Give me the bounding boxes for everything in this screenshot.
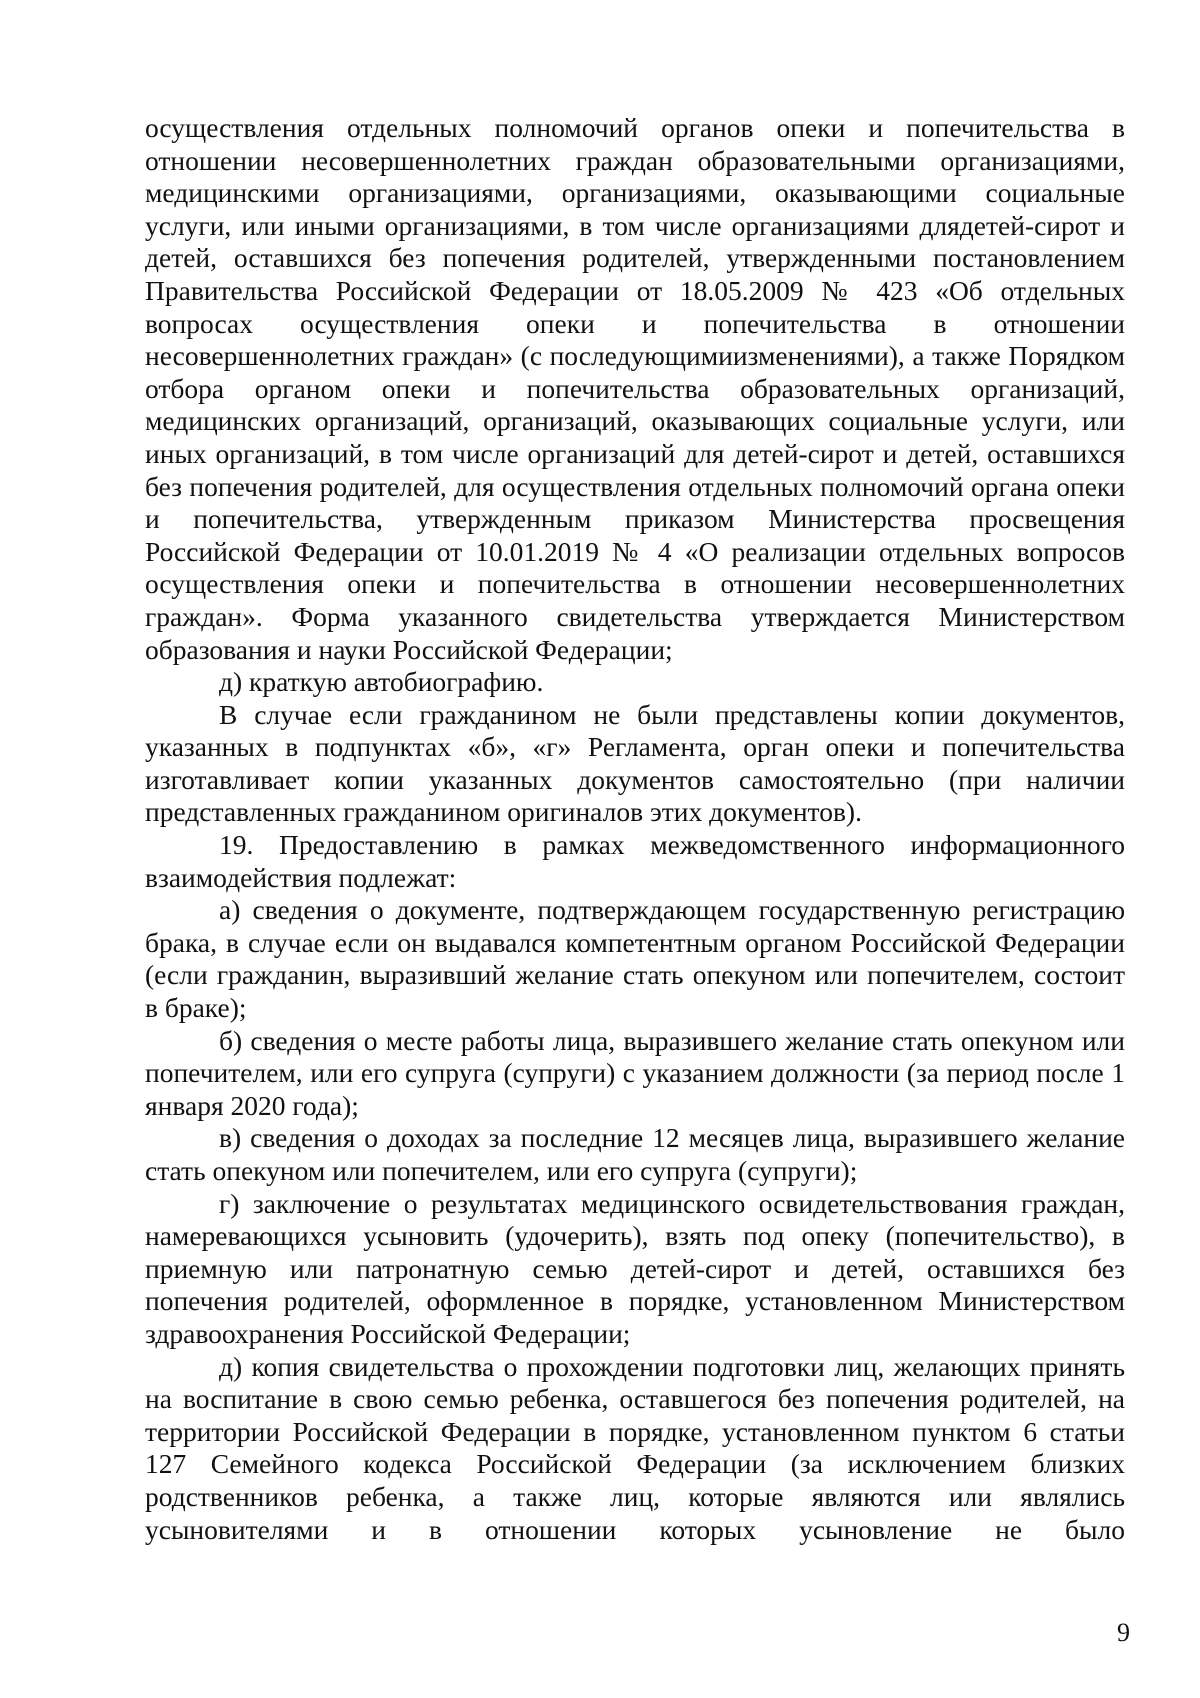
paragraph-item-v: в) сведения о доходах за последние 12 месяцев лица, выразившего желание стать опекуном или попечителем, или его супруга (супруги);: [145, 1122, 1125, 1186]
paragraph-copies-of-documents: В случае если гражданином не были представлены копии документов, указанных в подпунктах «б», «г» Регламента, орган опеки и попечительства изготавливает копии указанных документов самостоятельно (при наличии представленных гражданином оригиналов этих документов).: [145, 698, 1125, 828]
page-number: 9: [1117, 1618, 1130, 1647]
paragraph-19: 19. Предоставлению в рамках межведомственного информационного взаимодействия подлежат:: [145, 829, 1125, 893]
paragraph-item-g: г) заключение о результатах медицинского освидетельствования граждан, намеревающихся усыновить (удочерить), взять под опеку (попечительство), в приемную или патронатную семью детей-сирот и детей, оставшихся без попечения родителей, оформленное в порядке, установленном Министерством здравоохранения Российской Федерации;: [145, 1187, 1125, 1349]
paragraph-item-d-autobiography: д) краткую автобиографию.: [219, 666, 544, 698]
document-body: [145, 112, 1125, 1546]
paragraph-item-a: а) сведения о документе, подтверждающем государственную регистрацию брака, в случае если он выдавался компетентным органом Российской Федерации (если гражданин, выразивший желание стать опекуном или попечителем, состоит в браке);: [145, 894, 1125, 1024]
paragraph-item-b: б) сведения о месте работы лица, выразившего желание стать опекуном или попечителем, или его супруга (супруги) с указанием должности (за период после 1 января 2020 года);: [145, 1024, 1125, 1121]
paragraph-continuation: осуществления отдельных полномочий органов опеки и попечительства в отношении несовершеннолетних граждан образовательными организациями, медицинскими организациями, организациями, оказывающими социальные услуги, или иными организациями, в том числе организациями длядетей-сирот и детей, оставшихся без попечения родителей, утвержденными постановлением Правительства Российской Федерации от 18.05.2009 № 423 «Об отдельных вопросах осуществления опеки и попечительства в отношении несовершеннолетних граждан» (с последующимиизменениями), а также Порядком отбора органом опеки и попечительства образовательных организаций, медицинских организаций, организаций, оказывающих социальные услуги, или иных организаций, в том числе организаций для детей-сирот и детей, оставшихся без попечения родителей, для осуществления отдельных полномочий органа опеки и попечительства, утвержденным приказом Министерства просвещения Российской Федерации от 10.01.2019 № 4 «О реализации отдельных вопросов осуществления опеки и попечительства в отношении несовершеннолетних граждан». Форма указанного свидетельства утверждается Министерством образования и науки Российской Федерации;: [145, 112, 1125, 665]
paragraph-item-d-certificate: д) копия свидетельства о прохождении подготовки лиц, желающих принять на воспитание в свою семью ребенка, оставшегося без попечения родителей, на территории Российской Федерации в порядке, установленном пунктом 6 статьи 127 Семейного кодекса Российской Федерации (за исключением близких родственников ребенка, а также лиц, которые являются или являлись усыновителями и в отношении которых усыновление не было: [145, 1350, 1125, 1545]
